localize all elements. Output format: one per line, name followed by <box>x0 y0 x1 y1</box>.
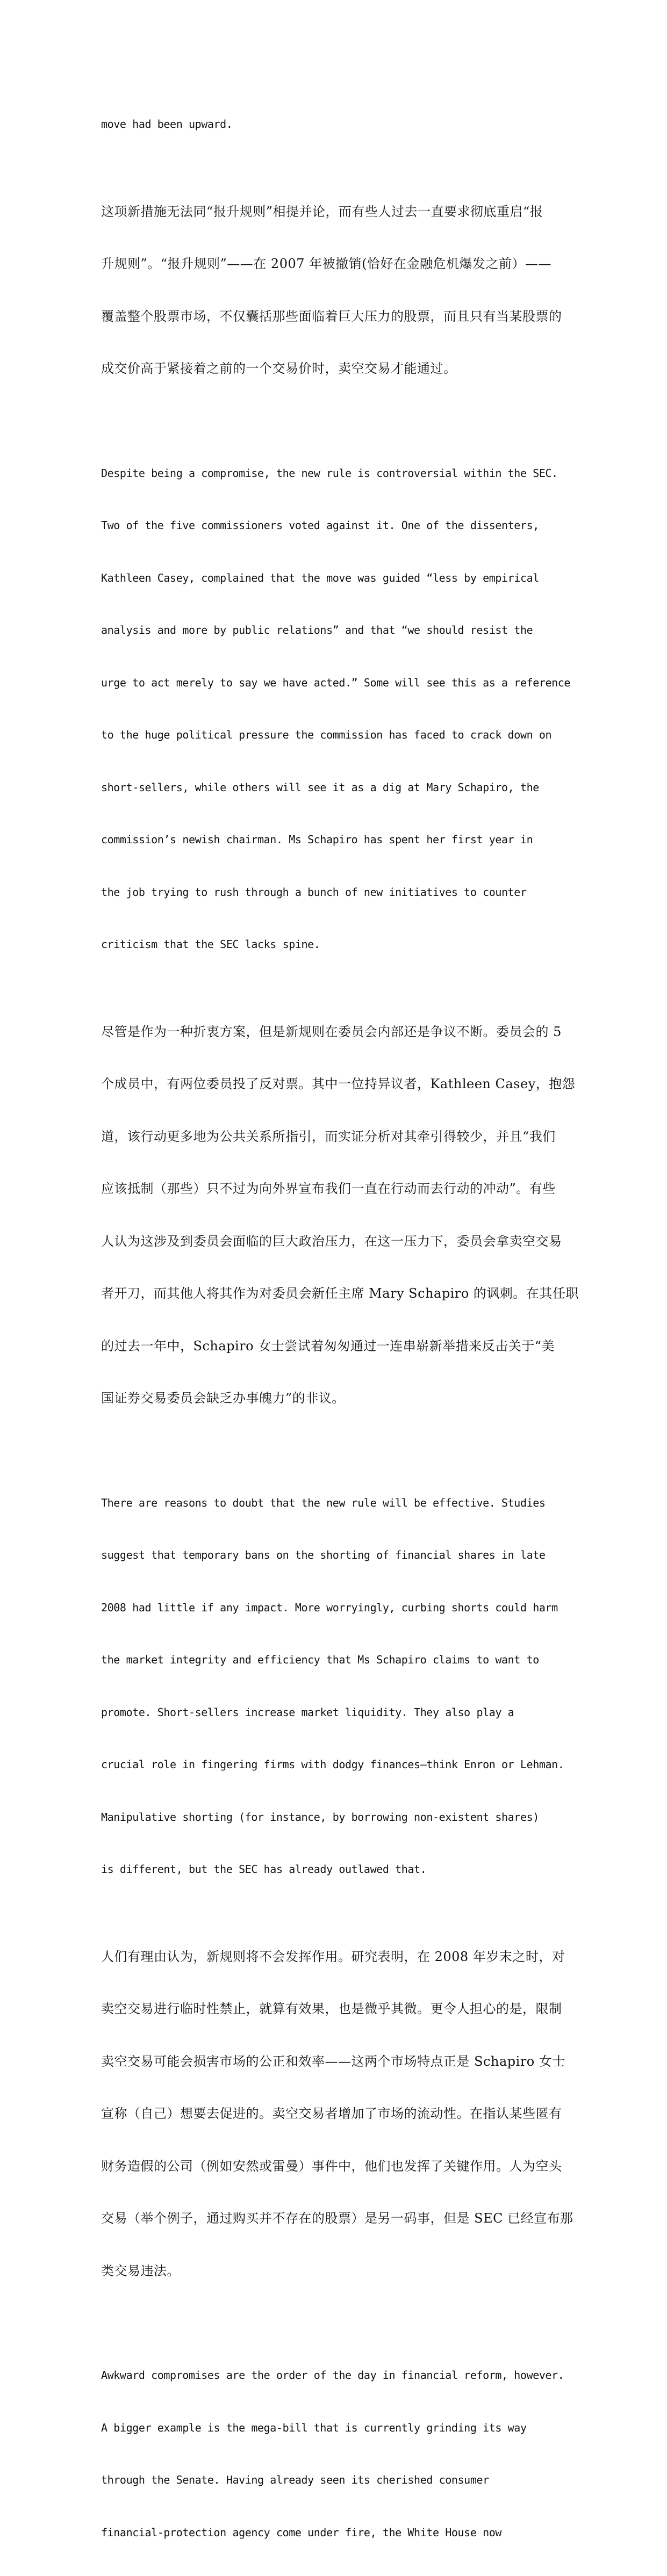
text-line: 升规则”。“报升规则”——在 2007 年被撤销(恰好在金融危机爆发之前）—— <box>101 256 552 271</box>
text-line: analysis and more by public relations” and that “we should resist the <box>101 624 533 636</box>
paragraph-zh-2 <box>101 988 579 1442</box>
text-line: short-sellers, while others will see it as a dig at Mary Schapiro, the <box>101 780 539 794</box>
text-line: Manipulative shorting (for instance, by borrowing non-existent shares) <box>101 1810 539 1824</box>
text-line: 宣称（自己）想要去促进的。卖空交易者增加了市场的流动性。在指认某些匿有 <box>101 2106 562 2121</box>
text-line: suggest that temporary bans on the shorting of financial shares in late <box>101 1549 546 1561</box>
text-line: commission’s newish chairman. Ms Schapiro has spent her first year in <box>101 833 533 846</box>
text-line: 个成员中，有两位委员投了反对票。其中一位持异议者，Kathleen Casey，抱怨 <box>101 1076 576 1091</box>
text-line: Awkward compromises are the order of the day in financial reform, however. <box>101 2369 564 2382</box>
text-line: urge to act merely to say we have acted.” Some will see this as a reference <box>101 676 571 689</box>
text-line: 交易（举个例子，通过购买并不存在的股票）是另一码事，但是 SEC 已经宣布那 <box>101 2211 573 2226</box>
text-line: financial-protection agency come under fire, the White House now <box>101 2526 502 2539</box>
text-line: move had been upward. <box>101 118 233 131</box>
text-line: the job trying to rush through a bunch of new initiatives to counter <box>101 885 527 899</box>
text-line: 类交易违法。 <box>101 2263 180 2278</box>
text-line: There are reasons to doubt that the new rule will be effective. Studies <box>101 1496 546 1509</box>
paragraph-zh-3 <box>101 1913 574 2315</box>
text-line: the market integrity and efficiency that Ms Schapiro claims to want to <box>101 1653 539 1666</box>
paragraph-en-1 <box>101 81 574 168</box>
text-line: 卖空交易可能会损害市场的公正和效率——这两个市场特点正是 Schapiro 女士 <box>101 2053 565 2069</box>
document-body <box>101 81 579 2576</box>
text-line: promote. Short-sellers increase market liquidity. They also play a <box>101 1705 514 1719</box>
text-line: 应该抵制（那些）只不过为向外界宣布我们一直在行动而去行动的冲动”。有些 <box>101 1181 556 1196</box>
text-line: Despite being a compromise, the new rule is controversial within the SEC. <box>101 466 558 480</box>
text-line: Kathleen Casey, complained that the move was guided “less by empirical <box>101 571 539 584</box>
text-line: 2008 had little if any impact. More worryingly, curbing shorts could harm <box>101 1601 558 1614</box>
text-line: 覆盖整个股票市场，不仅囊括那些面临着巨大压力的股票，而且只有当某股票的 <box>101 308 562 324</box>
paragraph-en-3 <box>101 1459 574 1913</box>
paragraph-en-2 <box>101 430 574 988</box>
text-line: 卖空交易进行临时性禁止，就算有效果，也是微乎其微。更令人担心的是，限制 <box>101 2001 562 2016</box>
text-line: through the Senate. Having already seen its cherished consumer <box>101 2473 489 2486</box>
text-line: 国证券交易委员会缺乏办事魄力”的非议。 <box>101 1391 345 1406</box>
text-line: Two of the five commissioners voted against it. One of the dissenters, <box>101 519 539 532</box>
text-line: 道，该行动更多地为公共关系所指引，而实证分析对其牵引得较少，并且“我们 <box>101 1128 556 1144</box>
text-line: 成交价高于紧接着之前的一个交易价时，卖空交易才能通过。 <box>101 361 457 376</box>
text-line: 者开刀，而其他人将其作为对委员会新任主席 Mary Schapiro 的讽刺。在其任职 <box>101 1286 579 1301</box>
text-line: criticism that the SEC lacks spine. <box>101 938 320 951</box>
text-line: 这项新措施无法同“报升规则”相提并论，而有些人过去一直要求彻底重启“报 <box>101 204 543 219</box>
text-line: 的过去一年中，Schapiro 女士尝试着匆匆通过一连串崭新举措来反击关于“美 <box>101 1338 555 1354</box>
text-line: A bigger example is the mega-bill that is currently grinding its way <box>101 2421 527 2434</box>
text-line: 人们有理由认为，新规则将不会发挥作用。研究表明，在 2008 年岁末之时，对 <box>101 1949 565 1964</box>
text-line: 人认为这涉及到委员会面临的巨大政治压力，在这一压力下，委员会拿卖空交易 <box>101 1233 562 1249</box>
paragraph-en-4 <box>101 2332 574 2576</box>
text-line: 财务造假的公司（例如安然或雷曼）事件中，他们也发挥了关键作用。人为空头 <box>101 2158 562 2174</box>
text-line: to the huge political pressure the commission has faced to crack down on <box>101 728 552 741</box>
paragraph-zh-1 <box>101 168 574 413</box>
text-line: 尽管是作为一种折衷方案，但是新规则在委员会内部还是争议不断。委员会的 5 <box>101 1024 562 1039</box>
text-line: is different, but the SEC has already outlawed that. <box>101 1863 427 1876</box>
text-line: crucial role in fingering firms with dodgy finances—think Enron or Lehman. <box>101 1758 564 1771</box>
